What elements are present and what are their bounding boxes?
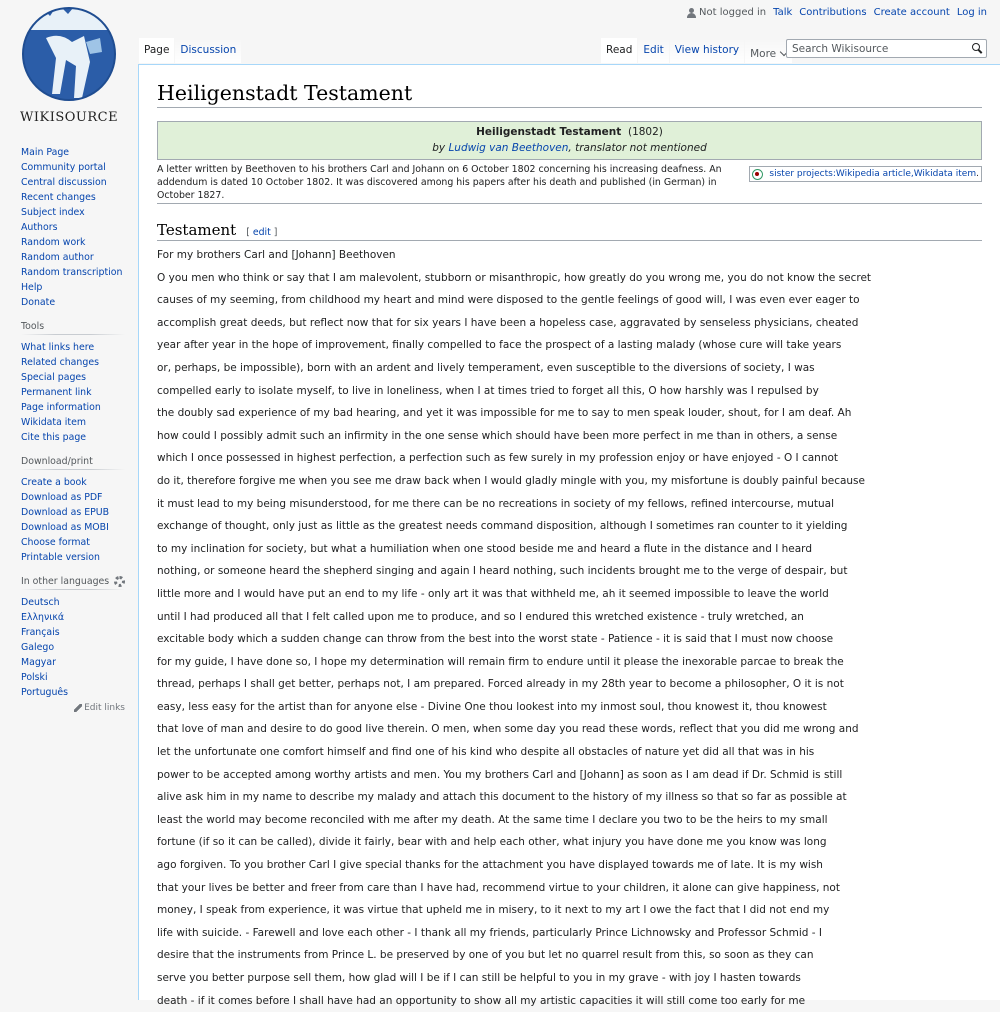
tab-page-label: Page — [144, 44, 170, 56]
header-title-line — [158, 124, 981, 140]
sidebar-nav-item — [21, 250, 125, 265]
sidebar-language-item — [21, 670, 125, 685]
sidebar-nav-item-link[interactable]: Help — [21, 282, 43, 293]
sidebar-tools-item-link[interactable]: What links here — [21, 342, 95, 353]
wikipedia-article-link[interactable]: Wikipedia article — [835, 169, 911, 179]
edit-bracket-close: ] — [270, 227, 278, 238]
author-link[interactable]: Ludwig van Beethoven — [448, 142, 569, 154]
sidebar-language-item — [21, 655, 125, 670]
header-notes: A letter written by Beethoven to his brothers Carl and Johann on 6 October 1802 concerning his increasing deafness. An addendum is dated 10 October 1802. It was discovered among his papers after his death and published (in German) in October 1827. — [157, 164, 722, 201]
text-line: for my guide, I have done so, I hope my determination will remain firm to endure until it please the inexorable parcae to break the — [157, 655, 844, 668]
text-line: to my inclination for society, but what a humiliation when one stood beside me and heard a flute in the distance and I heard — [157, 542, 812, 555]
by-label: by — [432, 142, 449, 154]
text-line: that your lives be better and freer from care than I have had, recommend virtue to your children, it alone can give happiness, not — [157, 881, 840, 894]
text-line: alive ask him in my name to describe my malady and attach this document to the history of my illness so that so far as possible at — [157, 791, 847, 804]
download-portal — [21, 456, 125, 565]
sidebar-nav-item-link[interactable]: Random transcription — [21, 267, 123, 278]
not-logged-in-label: Not logged in — [699, 7, 767, 18]
text-line: accomplish great deeds, but reflect now that for six years I have been a hopeless case, aggravated by senseless physicians, cheated — [157, 316, 859, 329]
text-line: that love of man and desire to do good live therein. O men, when some day you read these words, reflect that you did me wrong and — [157, 723, 859, 736]
text-line: desire that the instruments from Prince L. be preserved by one of you but let no quarrel result from this, so soon as they can — [157, 949, 814, 962]
sidebar-language-item — [21, 685, 125, 700]
not-logged-in — [687, 7, 766, 18]
text-line: ago forgiven. To you brother Carl I give special thanks for the attachment you have displayed towards me of late. It is my wish — [157, 859, 823, 872]
sister-projects — [749, 166, 982, 182]
sidebar-language-item-link[interactable]: Galego — [21, 642, 55, 653]
sidebar-tools-item-link[interactable]: Page information — [21, 402, 101, 413]
sidebar-tools-item — [21, 385, 125, 400]
sidebar-language-item-link[interactable]: Ελληνικά — [21, 612, 65, 623]
tab-view-history-label[interactable]: View history — [674, 44, 740, 56]
tab-discussion[interactable] — [175, 38, 241, 63]
sister-prefix: sister projects: — [769, 169, 836, 179]
user-icon — [687, 8, 696, 18]
sidebar-download-item — [21, 505, 125, 520]
text-line: how could I possibly admit such an infirmity in the one sense which should have been more perfect in me than in others, a sense — [157, 429, 838, 442]
section-edit-link[interactable]: edit — [252, 227, 271, 238]
sidebar-download-item-link[interactable]: Download as PDF — [21, 492, 103, 503]
sidebar-nav-item — [21, 145, 125, 160]
gear-icon[interactable] — [114, 576, 125, 587]
sidebar-tools-item-link[interactable]: Cite this page — [21, 432, 87, 443]
tab-view-history[interactable] — [670, 38, 744, 63]
sidebar-nav-item-link[interactable]: Community portal — [21, 162, 106, 173]
notes-row — [157, 160, 982, 204]
sidebar-download-item-link[interactable]: Printable version — [21, 552, 100, 563]
text-line: until I had produced all that I felt called upon me to produce, and so I endured this wretched existence - truly wretched, an — [157, 610, 804, 623]
sidebar-language-item-link[interactable]: Português — [21, 687, 69, 698]
sidebar-nav-item — [21, 265, 125, 280]
edit-links[interactable] — [21, 703, 125, 713]
sidebar-download-item — [21, 490, 125, 505]
sidebar-tools-item — [21, 415, 125, 430]
sidebar-language-item-link[interactable]: Magyar — [21, 657, 56, 668]
sidebar-nav-item-link[interactable]: Authors — [21, 222, 58, 233]
sidebar-language-item-link[interactable]: Polski — [21, 672, 48, 683]
sidebar-download-item — [21, 520, 125, 535]
sidebar-nav-item — [21, 190, 125, 205]
personal-tools — [680, 7, 987, 18]
header-byline — [158, 140, 981, 156]
navigation-portal — [21, 145, 125, 310]
text-line: compelled early to isolate myself, to live in loneliness, when I at times tried to forget all this, O how harshly was I repulsed by — [157, 384, 819, 397]
text-line: year after year in the hope of improvement, finally compelled to face the prospect of a lasting malady (whose cure will take years — [157, 339, 842, 352]
sidebar-download-item-link[interactable]: Choose format — [21, 537, 90, 548]
sidebar-download-item-link[interactable]: Create a book — [21, 477, 87, 488]
sidebar-download-item-link[interactable]: Download as MOBI — [21, 522, 109, 533]
section-heading — [157, 221, 982, 241]
sidebar-nav-item-link[interactable]: Random author — [21, 252, 94, 263]
sidebar-language-item — [21, 640, 125, 655]
tab-read[interactable] — [601, 38, 637, 63]
tab-page[interactable] — [139, 38, 174, 63]
wikimedia-icon — [752, 169, 763, 180]
download-heading-label: Download/print — [21, 456, 93, 467]
text-line: excitable body which a sudden change can throw from the best into the worst state - Patience - it is said that I must now choose — [157, 633, 834, 646]
text-line: life with suicide. - Farewell and love each other - I thank all my friends, particularly Prince Lichnowsky and Professor Schmid - I — [157, 926, 822, 939]
text-line: exchange of thought, only just as little as the greatest needs command disposition, although I sometimes ran counter to it yielding — [157, 520, 848, 533]
sidebar-nav-item — [21, 175, 125, 190]
text-line: serve you better purpose sell them, how glad will I be if I can still be helpful to you in my grave - with joy I hasten towards — [157, 972, 801, 984]
sidebar-language-item — [21, 595, 125, 610]
tab-edit-label[interactable]: Edit — [643, 44, 664, 56]
header-year: (1802) — [627, 126, 663, 138]
sidebar-tools-item-link[interactable]: Related changes — [21, 357, 99, 368]
sidebar-language-item — [21, 625, 125, 640]
edit-links-label: Edit links — [84, 703, 125, 713]
sidebar-tools-item — [21, 340, 125, 355]
sidebar-language-item — [21, 610, 125, 625]
sister-separator: , — [910, 169, 914, 179]
sidebar — [21, 145, 125, 724]
sidebar-tools-item-link[interactable]: Permanent link — [21, 387, 92, 398]
text-line: or, perhaps, be impossible), born with an ardent and lively temperament, even susceptible to the diversions of society, I was — [157, 361, 815, 374]
sidebar-download-item — [21, 535, 125, 550]
header-box — [157, 121, 982, 160]
text-line: which I once possessed in highest perfection, a perfection such as few surely in my profession enjoy or have enjoyed - O I cannot — [157, 452, 839, 465]
text-line: money, I speak from experience, it was virtue that upheld me in misery, to it next to my art I owe the fact that I did not end my — [157, 904, 830, 917]
translator-note: , translator not mentioned — [568, 142, 707, 154]
search-box — [786, 39, 987, 58]
sidebar-nav-item-link[interactable]: Central discussion — [21, 177, 107, 188]
text-line: nothing, or someone heard the shepherd singing and again I heard nothing, such incidents brought me to the verge of despair, but — [157, 565, 848, 578]
sidebar-language-item-link[interactable]: Français — [21, 627, 60, 638]
sidebar-download-item — [21, 550, 125, 565]
section-heading-label: Testament — [157, 221, 237, 239]
tools-heading-label: Tools — [21, 321, 45, 332]
wikisource-logo[interactable] — [20, 2, 118, 126]
page-title: Heiligenstadt Testament — [157, 81, 982, 108]
text-line: causes of my seeming, from childhood my heart and mind were disposed to the gentle feelings of good will, I was even ever eager to — [157, 294, 860, 307]
text-line: O you men who think or say that I am malevolent, stubborn or misanthropic, how greatly do you wrong me, you do not know the secret — [157, 271, 872, 284]
sidebar-nav-item-link[interactable]: Random work — [21, 237, 86, 248]
section-edit — [246, 227, 277, 238]
text-line: least the world may become reconciled with me after my death. At the same time I declare you two to be the heirs to my small — [157, 813, 828, 826]
text-line: let the unfortunate one comfort himself and find one of his kind who despite all obstacles of nature yet did all that was in his — [157, 746, 815, 759]
sidebar-nav-item — [21, 235, 125, 250]
tab-edit[interactable] — [638, 38, 668, 63]
text-line: do it, therefore forgive me when you see me draw back when I would gladly mingle with you, my misfortune is doubly painful because — [157, 474, 865, 487]
contributions-link[interactable]: Contributions — [799, 7, 867, 18]
search-input[interactable] — [787, 43, 967, 55]
sidebar-nav-item-link[interactable]: Donate — [21, 297, 56, 308]
sidebar-nav-item — [21, 205, 125, 220]
sidebar-nav-item — [21, 160, 125, 175]
languages-heading — [21, 576, 125, 590]
tools-portal — [21, 321, 125, 445]
languages-heading-label: In other languages — [21, 576, 110, 587]
sidebar-nav-item-link[interactable]: Subject index — [21, 207, 85, 218]
search-icon[interactable] — [972, 43, 982, 53]
sidebar-tools-item — [21, 430, 125, 445]
tools-heading — [21, 321, 125, 335]
wikisource-wordmark: WIKISOURCE — [20, 110, 119, 125]
text-line: power to be accepted among worthy artists and men. You my brothers Carl and [Johann] as soon as I am dead if Dr. Schmid is still — [157, 768, 843, 781]
edit-bracket-open: [ — [246, 227, 253, 238]
talk-link[interactable]: Talk — [773, 7, 793, 18]
sister-suffix: . — [976, 169, 979, 179]
tab-read-label: Read — [606, 44, 633, 56]
view-tabs — [601, 38, 793, 63]
log-in-link[interactable]: Log in — [956, 7, 987, 18]
sidebar-nav-item-link[interactable]: Main Page — [21, 147, 70, 158]
sidebar-tools-item-link[interactable]: Wikidata item — [21, 417, 86, 428]
languages-portal — [21, 576, 125, 713]
languages-list — [21, 595, 125, 700]
text-line: little more and I would have put an end to my life - only art it was that withheld me, ah it seemed impossible to leave the world — [157, 587, 829, 600]
more-menu-label: More — [750, 47, 777, 60]
text-line: the doubly sad experience of my bad hearing, and yet it was impossible for me to say to men speak louder, shout, for I am deaf. Ah — [157, 407, 852, 420]
sidebar-tools-item — [21, 400, 125, 415]
pencil-icon — [74, 704, 82, 712]
text-line: easy, less easy for the artist than for anyone else - Divine One thou lookest into my inmost soul, thou knowest it, thou knowest — [157, 700, 827, 713]
sidebar-nav-item — [21, 295, 125, 310]
sidebar-tools-item — [21, 370, 125, 385]
tools-list — [21, 340, 125, 445]
wikidata-item-link[interactable]: Wikidata item — [913, 169, 977, 179]
text-line: For my brothers Carl and [Johann] Beethoven — [157, 249, 396, 261]
main-content — [138, 64, 1000, 1007]
testament-text — [157, 244, 982, 1012]
sidebar-nav-item — [21, 220, 125, 235]
text-line: death - if it comes before I shall have had an opportunity to show all my artistic capacities it will still come too early for me — [157, 994, 806, 1007]
sidebar-tools-item — [21, 355, 125, 370]
sidebar-language-item-link[interactable]: Deutsch — [21, 597, 60, 608]
sidebar-download-item — [21, 475, 125, 490]
navigation-list — [21, 145, 125, 310]
sidebar-nav-item-link[interactable]: Recent changes — [21, 192, 96, 203]
download-heading — [21, 456, 125, 470]
create-account-link[interactable]: Create account — [873, 7, 950, 18]
wikisource-globe-icon — [20, 2, 118, 106]
sidebar-download-item-link[interactable]: Download as EPUB — [21, 507, 110, 518]
header-title: Heiligenstadt Testament — [476, 126, 622, 138]
sidebar-nav-item — [21, 280, 125, 295]
text-line: fortune (if so it can be called), divide it fairly, bear with and help each other, what injury you have done me you know was long — [157, 836, 827, 849]
namespace-tabs — [139, 38, 242, 63]
download-list — [21, 475, 125, 565]
sidebar-tools-item-link[interactable]: Special pages — [21, 372, 87, 383]
text-line: thread, perhaps I shall get better, perhaps not, I am prepared. Forced already in my 28th year to become a philosopher, O it is not — [157, 678, 844, 691]
tab-discussion-label[interactable]: Discussion — [180, 44, 237, 56]
text-line: it must lead to my being misunderstood, for me there can be no recreations in society of my fellows, refined intercourse, mutual — [157, 497, 835, 510]
